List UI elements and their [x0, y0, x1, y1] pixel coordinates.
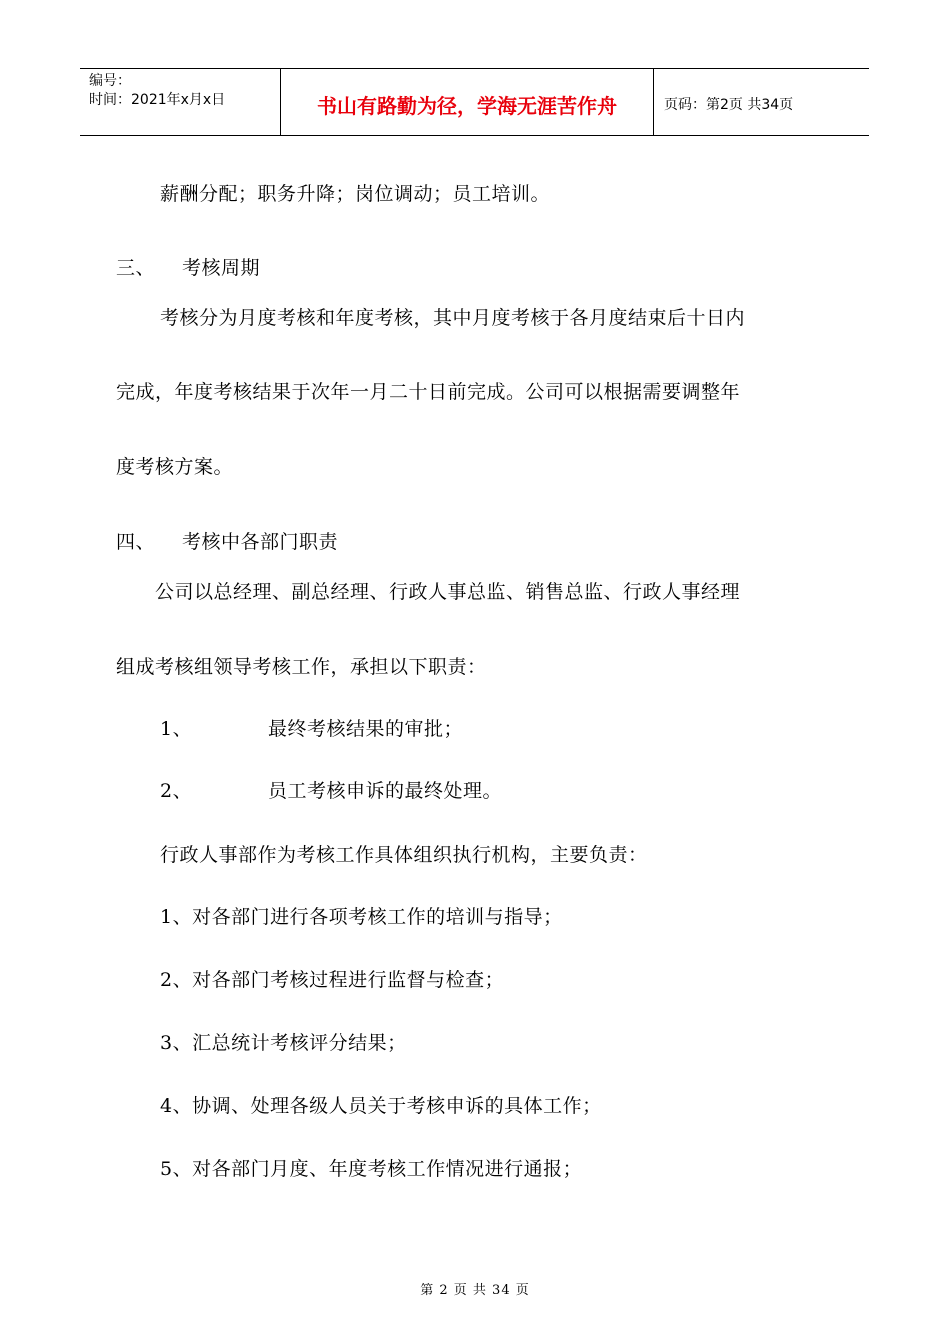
paragraph-line: 组成考核组领导考核工作，承担以下职责： — [116, 656, 487, 678]
list-item-text: 最终考核结果的审批； — [268, 718, 464, 740]
document-header — [80, 68, 869, 136]
time-label: 时间：2021年x月x日 — [89, 92, 226, 108]
header-page-info: 页码：第2页 共34页 — [664, 97, 794, 113]
section-heading-4 — [116, 530, 338, 554]
header-page-cell — [654, 69, 869, 135]
list-item-number: 2、 — [160, 780, 193, 802]
paragraph-line: 行政人事部作为考核工作具体组织执行机构，主要负责： — [160, 844, 648, 866]
section-number: 四、 — [116, 531, 156, 553]
list-item — [160, 717, 463, 741]
paragraph-line: 度考核方案。 — [116, 456, 234, 478]
header-motto: 书山有路勤为径，学海无涯苦作舟 — [317, 93, 617, 118]
section-heading-3 — [116, 256, 260, 280]
section-title: 考核周期 — [182, 257, 261, 279]
paragraph-line: 完成，年度考核结果于次年一月二十日前完成。公司可以根据需要调整年 — [116, 381, 741, 403]
paragraph-line: 公司以总经理、副总经理、行政人事总监、销售总监、行政人事经理 — [155, 581, 741, 603]
list-item-number: 1、 — [160, 718, 193, 740]
header-meta-cell — [80, 69, 281, 135]
list-item: 2、对各部门考核过程进行监督与检查； — [160, 969, 505, 991]
serial-number-label: 编号： — [89, 73, 131, 89]
paragraph-line: 考核分为月度考核和年度考核，其中月度考核于各月度结束后十日内 — [160, 307, 746, 329]
section-number: 三、 — [116, 257, 156, 279]
list-item-text: 员工考核申诉的最终处理。 — [268, 780, 503, 802]
list-item — [160, 779, 502, 803]
section-title: 考核中各部门职责 — [182, 531, 339, 553]
list-item: 4、协调、处理各级人员关于考核申诉的具体工作； — [160, 1095, 602, 1117]
list-item: 5、对各部门月度、年度考核工作情况进行通报； — [160, 1158, 583, 1180]
header-motto-cell — [281, 69, 654, 135]
salary-line: 薪酬分配；职务升降；岗位调动；员工培训。 — [160, 183, 551, 205]
list-item: 3、汇总统计考核评分结果； — [160, 1032, 407, 1054]
page-footer: 第 2 页 共 34 页 — [420, 1283, 530, 1298]
list-item: 1、对各部门进行各项考核工作的培训与指导； — [160, 906, 563, 928]
